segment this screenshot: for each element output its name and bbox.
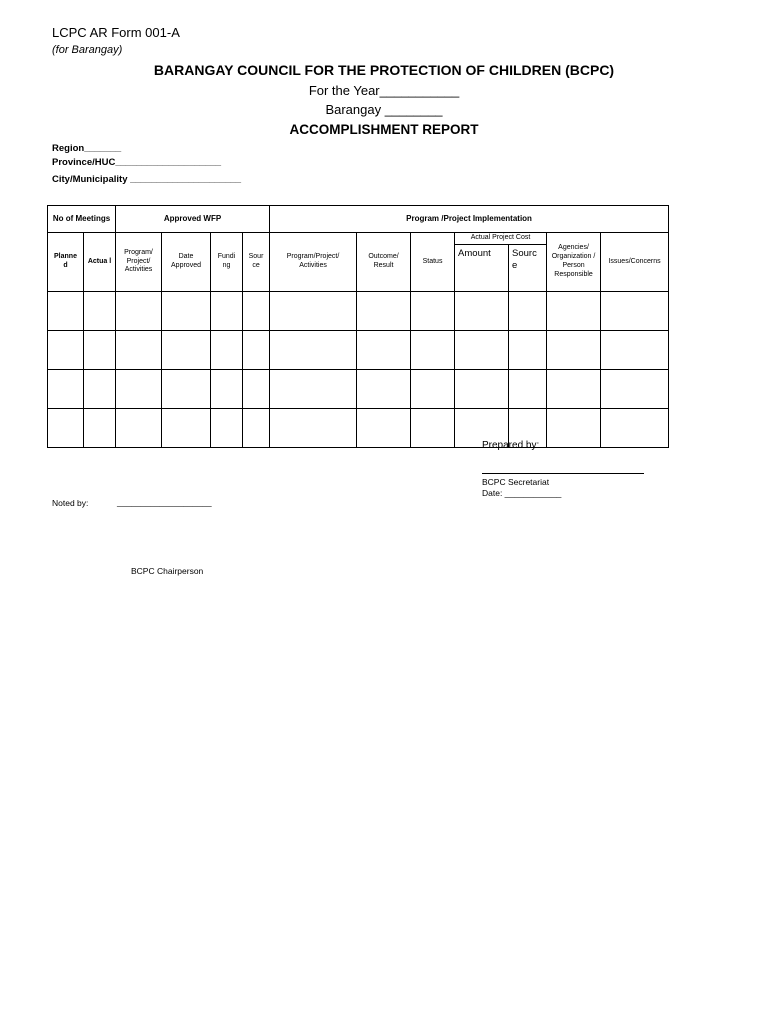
table-cell[interactable] xyxy=(357,291,411,330)
table-cell[interactable] xyxy=(84,291,116,330)
noted-by-label: Noted by: xyxy=(52,498,89,508)
table-cell[interactable] xyxy=(547,330,601,369)
table-cell[interactable] xyxy=(211,369,243,408)
col-status: Status xyxy=(411,233,455,292)
province-field: Province/HUC____________________ xyxy=(52,157,222,168)
table-row xyxy=(48,330,669,369)
table-cell[interactable] xyxy=(455,330,509,369)
table-cell[interactable] xyxy=(211,408,243,447)
table-cell[interactable] xyxy=(48,369,84,408)
region-field: Region_______ xyxy=(52,143,122,154)
table-cell[interactable] xyxy=(601,408,669,447)
table-cell[interactable] xyxy=(547,408,601,447)
table-cell[interactable] xyxy=(116,408,162,447)
col-date-approved: Date Approved xyxy=(162,233,211,292)
table-cell[interactable] xyxy=(48,408,84,447)
table-cell[interactable] xyxy=(509,369,547,408)
barangay-line: Barangay ________ xyxy=(325,102,443,117)
chairperson-label: BCPC Chairperson xyxy=(131,566,204,576)
col-issues: Issues/Concerns xyxy=(601,233,669,292)
col-actual: Actua l xyxy=(84,233,116,292)
table-cell[interactable] xyxy=(270,291,357,330)
table-cell[interactable] xyxy=(162,291,211,330)
table-cell[interactable] xyxy=(162,330,211,369)
col-source: Sour ce xyxy=(243,233,270,292)
prepared-by-label: Prepared by: xyxy=(482,440,540,451)
table-cell[interactable] xyxy=(211,291,243,330)
form-code: LCPC AR Form 001-A xyxy=(52,25,180,40)
table-cell[interactable] xyxy=(357,408,411,447)
col-outcome: Outcome/ Result xyxy=(357,233,411,292)
noted-signature-line: ____________________ xyxy=(117,497,212,507)
table-cell[interactable] xyxy=(601,291,669,330)
table-cell[interactable] xyxy=(357,330,411,369)
table-cell[interactable] xyxy=(48,291,84,330)
actual-cost-header: Actual Project Cost xyxy=(455,233,547,245)
table-cell[interactable] xyxy=(270,408,357,447)
table-cell[interactable] xyxy=(547,291,601,330)
table-cell[interactable] xyxy=(455,369,509,408)
col-amount: Amount xyxy=(455,244,509,291)
city-field: City/Municipality _____________________ xyxy=(52,174,242,185)
col-planned: Planne d xyxy=(48,233,84,292)
table-cell[interactable] xyxy=(411,330,455,369)
table-row xyxy=(48,291,669,330)
table-cell[interactable] xyxy=(243,408,270,447)
date-field: Date: ____________ xyxy=(482,488,562,498)
table-cell[interactable] xyxy=(547,369,601,408)
table-cell[interactable] xyxy=(211,330,243,369)
table-cell[interactable] xyxy=(48,330,84,369)
table-cell[interactable] xyxy=(270,369,357,408)
table-row xyxy=(48,369,669,408)
col-wfp-program: Program/ Project/ Activities xyxy=(116,233,162,292)
table-cell[interactable] xyxy=(162,408,211,447)
table-cell[interactable] xyxy=(84,369,116,408)
col-cost-source: Sourc e xyxy=(509,244,547,291)
report-title: ACCOMPLISHMENT REPORT xyxy=(289,122,479,137)
implementation-header: Program /Project Implementation xyxy=(270,206,669,233)
table-cell[interactable] xyxy=(270,330,357,369)
table-cell[interactable] xyxy=(84,408,116,447)
table-cell[interactable] xyxy=(411,408,455,447)
table-cell[interactable] xyxy=(116,330,162,369)
table-cell[interactable] xyxy=(411,369,455,408)
table-cell[interactable] xyxy=(601,330,669,369)
col-agencies: Agencies/ Organization / Person Responsible xyxy=(547,233,601,292)
table-cell[interactable] xyxy=(509,330,547,369)
table-cell[interactable] xyxy=(116,291,162,330)
table-cell[interactable] xyxy=(116,369,162,408)
council-title: BARANGAY COUNCIL FOR THE PROTECTION OF CHILDREN (BCPC) xyxy=(153,62,615,78)
table-cell[interactable] xyxy=(411,291,455,330)
secretariat-signature-line xyxy=(482,473,644,474)
form-subtitle: (for Barangay) xyxy=(52,44,123,56)
col-funding: Fundi ng xyxy=(211,233,243,292)
table-cell[interactable] xyxy=(243,369,270,408)
secretariat-label: BCPC Secretariat xyxy=(482,477,550,487)
year-line: For the Year___________ xyxy=(308,83,460,98)
table-cell[interactable] xyxy=(357,369,411,408)
table-row xyxy=(48,408,669,447)
approved-wfp-header: Approved WFP xyxy=(116,206,270,233)
table-cell[interactable] xyxy=(455,291,509,330)
col-impl-program: Program/Project/ Activities xyxy=(270,233,357,292)
meetings-header: No of Meetings xyxy=(48,206,116,233)
table-cell[interactable] xyxy=(84,330,116,369)
table-cell[interactable] xyxy=(509,291,547,330)
accomplishment-table xyxy=(47,205,669,448)
table-cell[interactable] xyxy=(162,369,211,408)
table-cell[interactable] xyxy=(243,330,270,369)
table-cell[interactable] xyxy=(243,291,270,330)
table-cell[interactable] xyxy=(601,369,669,408)
